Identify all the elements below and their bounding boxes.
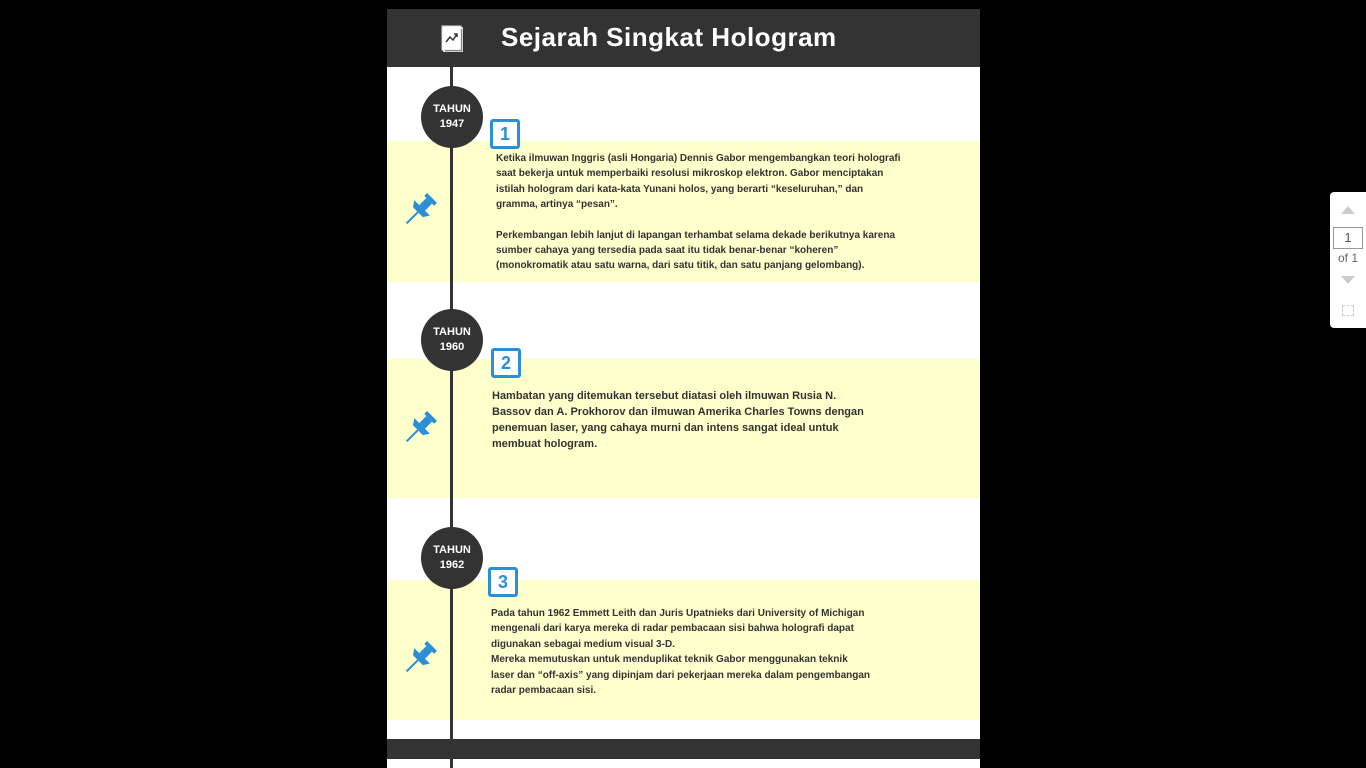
year-value: 1947 [439,118,465,130]
fullscreen-icon[interactable] [1342,305,1354,316]
event-number-3: 3 [488,567,518,597]
timeline-line [450,67,453,768]
arrow-up-icon[interactable] [1341,206,1355,214]
document-page [387,9,980,768]
event-number-1: 1 [490,119,520,149]
event-text-2 [492,388,912,452]
page-number-input[interactable]: 1 [1333,227,1363,249]
event-paragraph: Perkembangan lebih lanjut di lapangan terhambat selama dekade berikutnya karena sumber cahaya yang tersedia pada saat itu tidak benar-benar “koheren” (monokromatik atau satu warna, dari satu titik, dan satu panjang gelombang). [496,229,896,272]
page-count-label: of 1 [1337,251,1358,265]
year-badge-2 [421,309,483,371]
year-badge-3 [421,527,483,589]
arrow-down-icon[interactable] [1341,276,1355,284]
header-bar [387,9,980,67]
event-paragraph: Pada tahun 1962 Emmett Leith dan Juris Upatnieks dari University of Michigan mengenali dari karya mereka di radar pembacaan sisi bahwa holografi dapat digunakan sebagai medium visual 3-D. [491,608,865,650]
pushpin-icon [399,637,441,679]
event-paragraph: Hambatan yang ditemukan tersebut diatasi oleh ilmuwan Rusia N. Bassov dan A. Prokhorov dan ilmuwan Amerika Charles Towns dengan penemuan laser, yang cahaya murni dan intens sangat ideal untuk membuat hologram. [492,390,864,450]
year-badge-1 [421,86,483,148]
event-text-1 [496,151,966,274]
year-label: TAHUN [433,103,471,115]
year-value: 1960 [439,341,465,353]
pushpin-icon [399,189,441,231]
footer-bar [387,739,980,759]
event-number-2: 2 [491,348,521,378]
event-paragraph: Ketika ilmuwan Inggris (asli Hongaria) Dennis Gabor mengembangkan teori holografi saat bekerja untuk memperbaiki resolusi mikroskop elektron. Gabor menciptakan istilah hologram dari kata-kata Yunani holos, yang berarti “keseluruhan,” dan gramma, artinya “pesan”. [496,153,901,211]
pushpin-icon [399,407,441,449]
event-paragraph: Mereka memutuskan untuk menduplikat teknik Gabor menggunakan teknik laser dan “off-axis” yang dipinjam dari pekerjaan mereka dalam pengembangan radar pembacaan sisi. [491,654,871,697]
document-chart-icon [441,25,463,52]
year-label: TAHUN [433,326,471,338]
page-navigator [1330,192,1366,328]
event-text-3 [491,606,941,698]
year-label: TAHUN [433,544,471,556]
page-title: Sejarah Singkat Hologram [501,22,837,52]
year-value: 1962 [439,559,465,571]
